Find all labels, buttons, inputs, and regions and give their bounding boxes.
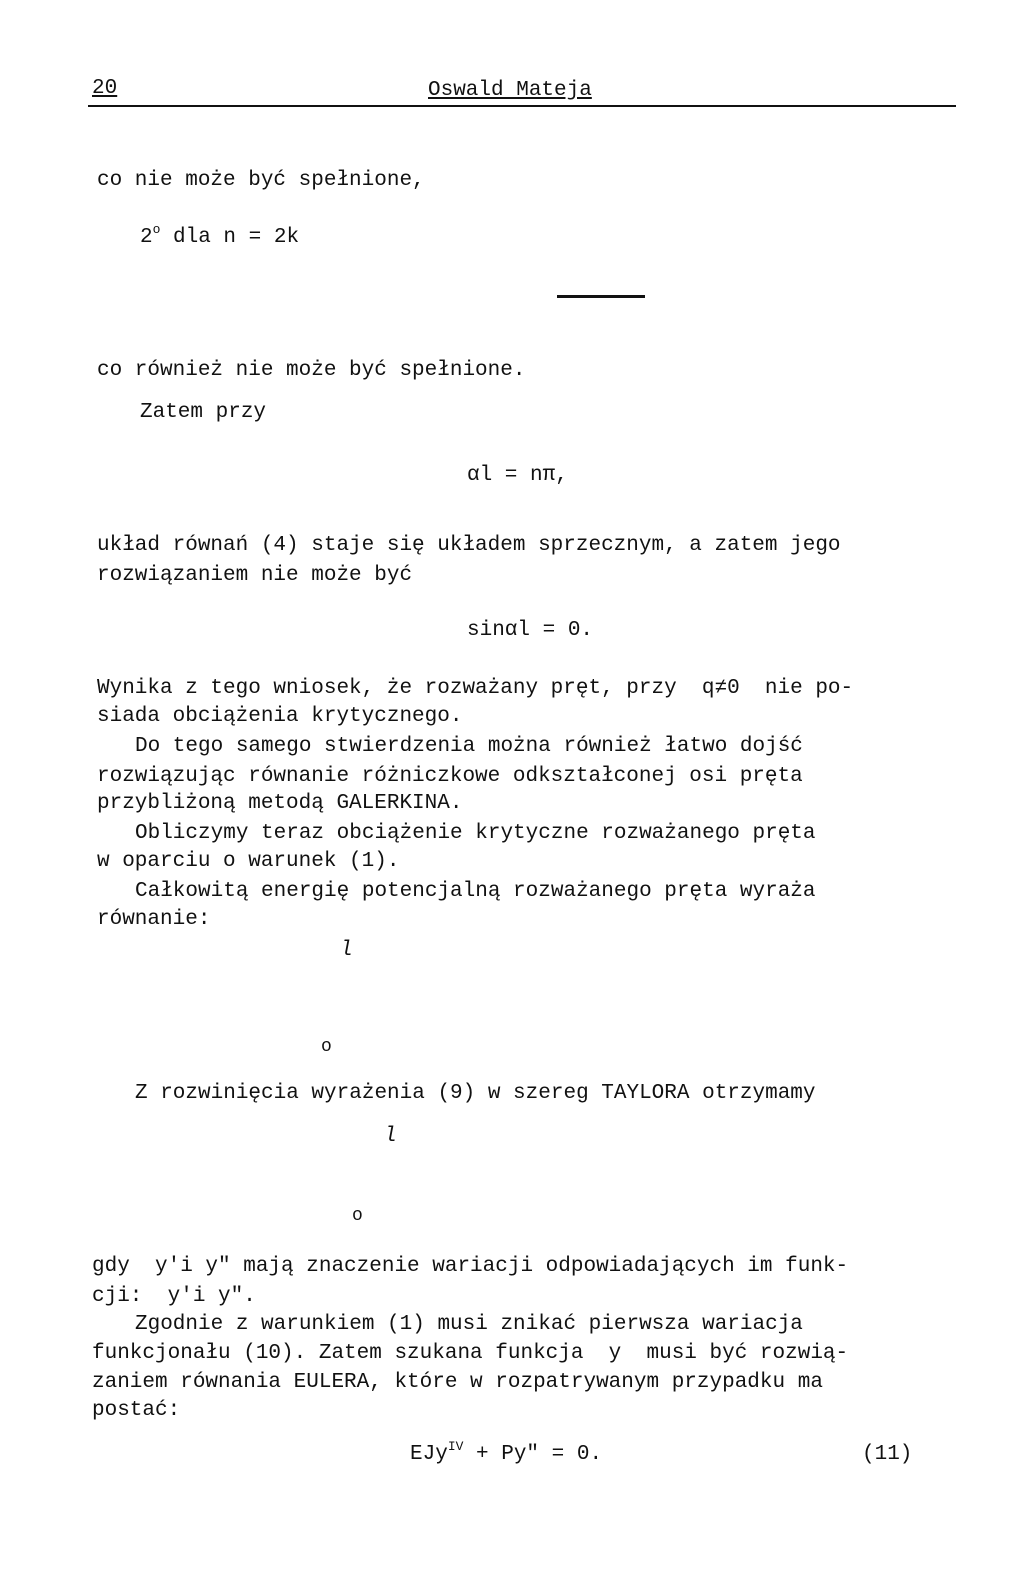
text-line: rozwiązując równanie różniczkowe odkształconej osi pręta: [97, 765, 803, 788]
text-line: co również nie może być spełnione.: [97, 359, 526, 382]
text-line: Do tego samego stwierdzenia można również łatwo dojść: [135, 735, 803, 758]
text-line: Z rozwinięcia wyrażenia (9) w szereg TAYLORA otrzymamy: [135, 1082, 816, 1105]
text-line: rozwiązaniem nie może być: [97, 564, 413, 587]
integral-lower-limit: o: [352, 1206, 363, 1226]
text-line: siada obciążenia krytycznego.: [97, 705, 463, 728]
text-line: postać:: [92, 1399, 181, 1422]
text-line: Wynika z tego wniosek, że rozważany pręt, przy q≠0 nie po-: [97, 677, 854, 700]
text-line: Całkowitą energię potencjalną rozważanego pręta wyraża: [135, 880, 816, 903]
text-line: w oparciu o warunek (1).: [97, 850, 400, 873]
text-line: równanie:: [97, 908, 211, 931]
text-line: Zatem przy: [140, 401, 267, 424]
equation: sinαl = 0.: [467, 619, 594, 642]
text-line: cji: y'i y".: [92, 1285, 256, 1308]
text-line: Obliczymy teraz obciążenie krytyczne rozważanego pręta: [135, 822, 816, 845]
text-line: gdy y'i y" mają znaczenie wariacji odpowiadających im funk-: [92, 1255, 849, 1278]
equation: αl = nπ,: [467, 464, 568, 487]
integral-upper-limit: l: [340, 939, 353, 962]
section-rule: [557, 295, 645, 298]
equation: EJy$^{IV}$ + Py" = 0.: [410, 1439, 603, 1466]
text-line: układ równań (4) staje się układem sprzecznym, a zatem jego: [97, 534, 841, 557]
integral-lower-limit: o: [321, 1037, 332, 1057]
page-number: 20: [92, 77, 118, 100]
running-header-author: Oswald Mateja: [428, 79, 592, 102]
text-line: zaniem równania EULERA, które w rozpatrywanym przypadku ma: [92, 1371, 823, 1394]
text-line: co nie może być spełnione,: [97, 169, 425, 192]
text-line: 2$^o$ dla n = 2k: [140, 222, 300, 249]
text-line: Zgodnie z warunkiem (1) musi znikać pierwsza wariacja: [135, 1313, 803, 1336]
equation-number: (11): [862, 1443, 913, 1466]
header-rule: [88, 105, 956, 107]
text-line: przybliżoną metodą GALERKINA.: [97, 792, 463, 815]
text-line: funkcjonału (10). Zatem szukana funkcja y musi być rozwią-: [92, 1342, 849, 1365]
integral-upper-limit: l: [384, 1125, 397, 1148]
